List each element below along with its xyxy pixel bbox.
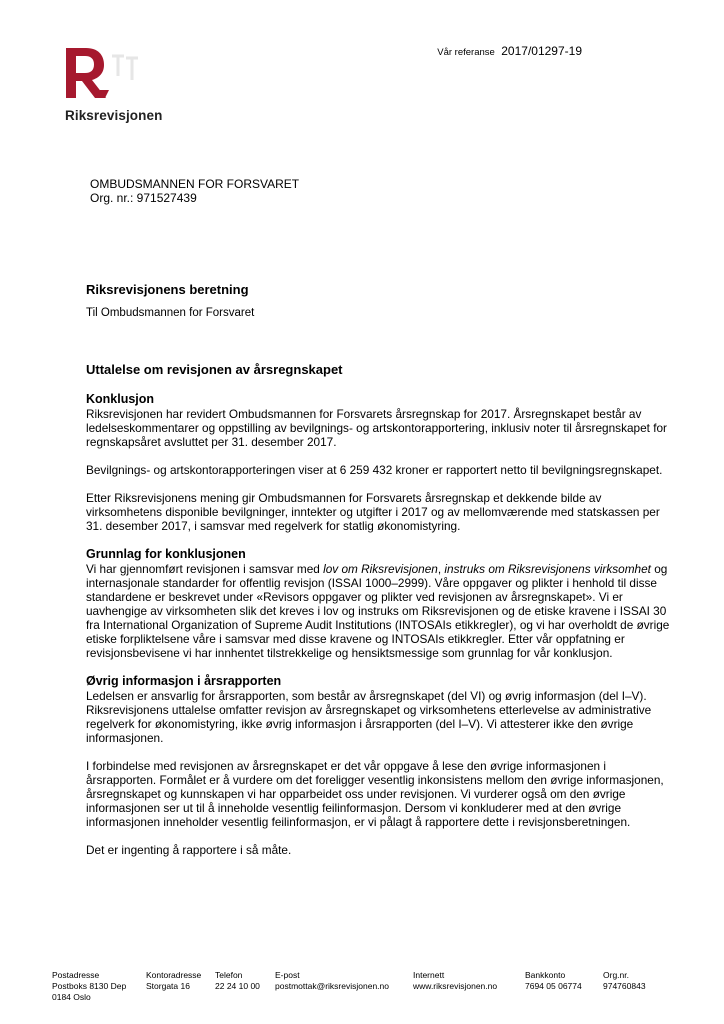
- law-reference: lov om Riksrevisjonen: [323, 562, 438, 576]
- ovrig-paragraph-3: Det er ingenting å rapportere i så måte.: [86, 843, 292, 857]
- section-title: Uttalelse om revisjonen av årsregnskapet: [86, 362, 343, 377]
- footer-value: Postboks 8130 Dep: [52, 981, 127, 991]
- footer-label: Internett: [413, 970, 445, 980]
- ovrig-paragraph-1: Ledelsen er ansvarlig for årsrapporten, som består av årsregnskapet (del VI) og øvrig informasjon (del I–V). Riksrevisjonens uttalelse omfatter revisjon av årsregnskapet og virksomhetens etterlevelse av administrative regelverk for økonomistyring, ikke øvrig informasjon i årsrapporten (del I–V). Vi attesterer ikke den øvrige informasjonen.: [86, 689, 652, 745]
- konklusjon-paragraph-2: Bevilgnings- og artskontorapporteringen viser at 6 259 432 kroner er rapportert netto til bevilgningsregnskapet.: [86, 463, 663, 477]
- footer-value: 7694 05 06774: [525, 981, 582, 991]
- ovrig-heading: Øvrig informasjon i årsrapporten: [86, 674, 282, 688]
- ovrig-paragraph-2: I forbindelse med revisjonen av årsregnskapet er det vår oppgave å lese den øvrige informasjonen i årsrapporten. Formålet er å vurdere om det foreligger vesentlig inkonsistens mellom den øvrige informasjonen, årsregnskapet og kunnskapen vi har opparbeidet oss under revisjonen. Vi vurderer også om den øvrige informasjonen ser ut til å inneholde vesentlig feilinformasjon. Dersom vi konkluderer med at den øvrige informasjonen inneholder vesentlig feilinformasjon, er vi pålagt å rapportere dette i revisjonsberetningen.: [86, 759, 664, 829]
- recipient-name: OMBUDSMANNEN FOR FORSVARET: [90, 177, 300, 191]
- footer-telefon: [215, 970, 260, 992]
- footer-label: Postadresse: [52, 970, 100, 980]
- logo-text: Riksrevisjonen: [65, 108, 163, 123]
- footer-email-link[interactable]: postmottak@riksrevisjonen.no: [275, 981, 389, 991]
- footer-label: Telefon: [215, 970, 243, 980]
- footer-label: Bankkonto: [525, 970, 566, 980]
- konklusjon-heading: Konklusjon: [86, 392, 155, 406]
- footer-website-link[interactable]: www.riksrevisjonen.no: [413, 981, 498, 991]
- document-body: [86, 282, 671, 857]
- footer-orgnr: [603, 970, 646, 992]
- instruction-reference: instruks om Riksrevisjonens virksomhet: [444, 562, 651, 576]
- document-addressee: Til Ombudsmannen for Forsvaret: [86, 307, 255, 319]
- footer-postadresse: [52, 970, 126, 1003]
- logo-mark-icon: [64, 46, 164, 106]
- footer-epost: [275, 970, 389, 992]
- konklusjon-paragraph-1: Riksrevisjonen har revidert Ombudsmannen for Forsvarets årsregnskap for 2017. Årsregnskapet består av ledelseskommentarer og oppstilling av bevilgnings- og artskontorapportering, inklusiv noter til årsregnskapet for regnskapsåret avsluttet per 31. desember 2017.: [86, 407, 667, 449]
- grunnlag-paragraph: Vi har gjennomført revisjonen i samsvar med lov om Riksrevisjonen, instruks om Riksrevisjonens virksomhet og internasjonale standarder for offentlig revisjon (ISSAI 1000–2999). Våre oppgaver og plikter i henhold til disse standardene er beskrevet under «Revisors oppgaver og plikter ved revisjonen av årsregnskapet». Vi er uavhengige av virksomheten slik det kreves i lov og instruks om Riksrevisjonen og de etiske kravene i ISSAI 30 fra International Organization of Supreme Audit Institutions (INTOSAIs etikkregler), og vi har overholdt de øvrige etiske forpliktelsene våre i samsvar med disse kravene og INTOSAIs etikkregler. Etter vår oppfatning er revisjonsbevisene vi har innhentet tilstrekkelige og hensiktsmessige som grunnlag for vår konklusjon.: [86, 562, 670, 660]
- footer-value: 22 24 10 00: [215, 981, 260, 991]
- konklusjon-paragraph-3: Etter Riksrevisjonens mening gir Ombudsmannen for Forsvarets årsregnskap et dekkende bilde av virksomhetens disponible bevilgninger, inntekter og utgifter i 2017 og av mellomværende med statskassen per 31. desember 2017, i samsvar med regelverk for statlig økonomistyring.: [86, 491, 660, 533]
- reference-label: Vår referanse: [437, 47, 495, 58]
- footer-bankkonto: [525, 970, 582, 992]
- document-title: Riksrevisjonens beretning: [86, 282, 249, 297]
- riksrevisjonen-logo: [64, 46, 184, 126]
- reference: [437, 42, 582, 60]
- reference-value: 2017/01297-19: [501, 44, 582, 58]
- recipient-address: [90, 177, 299, 205]
- footer-value: 0184 Oslo: [52, 992, 91, 1002]
- footer-value: 974760843: [603, 981, 646, 991]
- footer-kontoradresse: [146, 970, 201, 992]
- footer-label: Org.nr.: [603, 970, 629, 980]
- footer-label: E-post: [275, 970, 300, 980]
- recipient-org-number: Org. nr.: 971527439: [90, 191, 197, 205]
- footer-label: Kontoradresse: [146, 970, 202, 980]
- footer-value: Storgata 16: [146, 981, 190, 991]
- grunnlag-heading: Grunnlag for konklusjonen: [86, 547, 246, 561]
- footer-internett: [413, 970, 497, 992]
